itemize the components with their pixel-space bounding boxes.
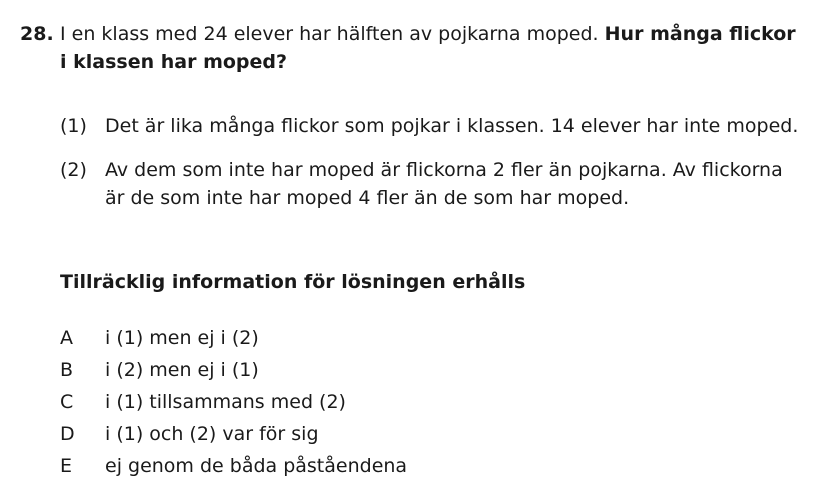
option-letter: C: [60, 391, 74, 413]
option-e[interactable]: [60, 450, 760, 482]
question-text: [60, 20, 805, 76]
question-number: 28.: [20, 23, 54, 45]
statement-text: Av dem som inte har moped är flickorna 2 fler än pojkarna. Av flickorna är de som inte har moped 4 fler än de som har moped.: [105, 159, 783, 209]
statement-label: (1): [60, 115, 87, 137]
answer-options: [60, 322, 760, 482]
option-text: i (1) men ej i (2): [105, 327, 259, 349]
statement-1: [60, 112, 805, 140]
statement-text: Det är lika många flickor som pojkar i klassen. 14 elever har inte moped.: [105, 115, 799, 137]
option-letter: E: [60, 455, 73, 477]
question-text-plain: I en klass med 24 elever har hälften av pojkarna moped.: [60, 23, 599, 45]
option-text: ej genom de båda påståendena: [105, 455, 408, 477]
statement-2: [60, 156, 805, 212]
option-b[interactable]: [60, 354, 760, 386]
option-text: i (2) men ej i (1): [105, 359, 259, 381]
option-d[interactable]: [60, 418, 760, 450]
option-letter: B: [60, 359, 74, 381]
question-text-bold: Hur många flickor i klassen har moped?: [60, 23, 796, 73]
option-text: i (1) tillsammans med (2): [105, 391, 346, 413]
option-c[interactable]: [60, 386, 760, 418]
option-letter: A: [60, 327, 73, 349]
option-letter: D: [60, 423, 75, 445]
option-text: i (1) och (2) var för sig: [105, 423, 319, 445]
instruction-heading: Tillräcklig information för lösningen erhålls: [60, 271, 526, 293]
option-a[interactable]: [60, 322, 760, 354]
statement-label: (2): [60, 159, 87, 181]
